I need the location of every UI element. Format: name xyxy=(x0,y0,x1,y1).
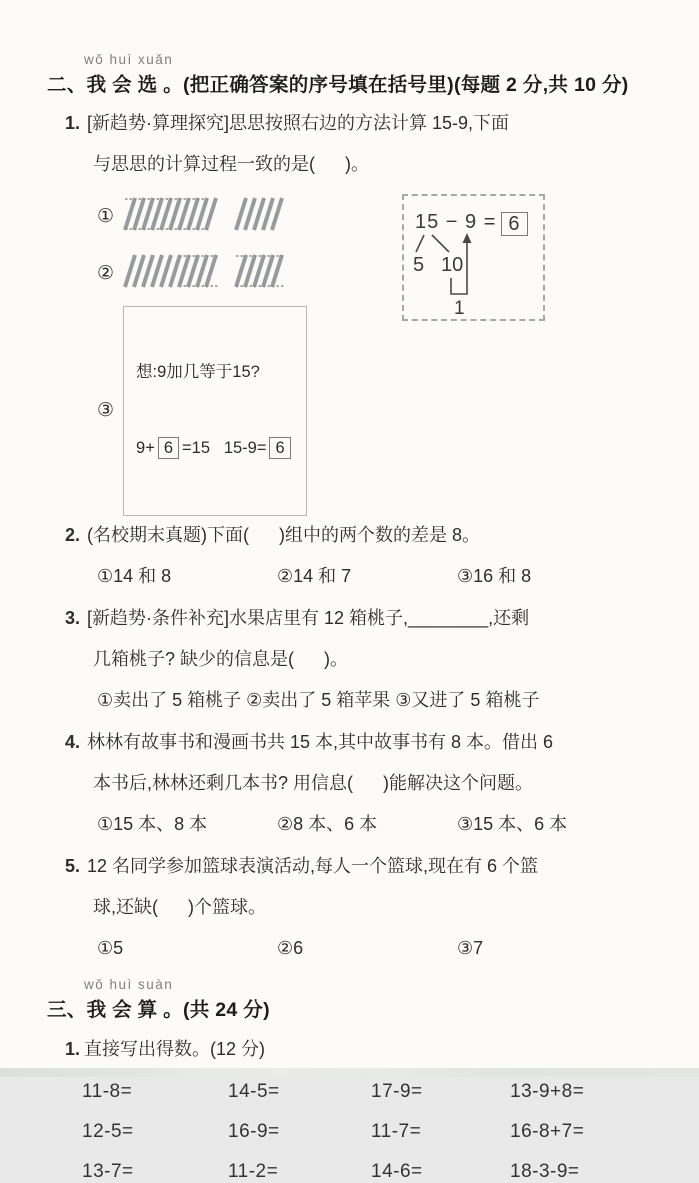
q5-text-line-1 xyxy=(65,853,673,879)
eq2-boxed-answer: 6 xyxy=(269,437,290,459)
calc-instruction-text: 直接写出得数。(12 分) xyxy=(84,1039,266,1059)
calc-problem: 14-5= xyxy=(228,1081,280,1102)
question-1 xyxy=(65,110,673,516)
q1-option-1-marker: ① xyxy=(97,206,115,227)
q5-options-row xyxy=(97,935,673,961)
method-box xyxy=(402,194,545,321)
q3-text-line-2: 几箱桃子? 缺少的信息是( )。 xyxy=(93,649,349,669)
q5-text-line-2: 球,还缺( )个篮球。 xyxy=(93,897,266,917)
q2-option-1: ①14 和 8 xyxy=(97,566,172,586)
calc-instruction xyxy=(65,1035,673,1061)
q5-option-2: ②6 xyxy=(277,938,304,958)
q2-option-3: ③16 和 8 xyxy=(457,566,532,586)
section-3-title: 三、我 会 算 。(共 24 分) xyxy=(47,999,270,1021)
q5-option-3: ③7 xyxy=(457,938,484,958)
calc-problem: 18-3-9= xyxy=(510,1161,580,1182)
q3-options-line: ①卖出了 5 箱桃子 ②卖出了 5 箱苹果 ③又进了 5 箱桃子 xyxy=(97,690,540,710)
section-2-heading xyxy=(47,52,673,97)
tally-sticks-diagram-1 xyxy=(123,194,302,241)
method-equation xyxy=(415,209,531,236)
calc-problem: 11-8= xyxy=(82,1081,133,1102)
calc-problem: 13-7= xyxy=(82,1161,134,1182)
calc-instruction-number: 1. xyxy=(65,1039,81,1059)
q4-option-3: ③15 本、6 本 xyxy=(457,814,568,834)
eq-gap xyxy=(210,439,224,457)
tally-sticks-diagram-2 xyxy=(123,251,302,298)
q2-option-2: ②14 和 7 xyxy=(277,566,352,586)
q2-number: 2. xyxy=(65,525,81,545)
think-box xyxy=(123,306,307,516)
calc-grid xyxy=(82,1081,673,1183)
q1-option-2 xyxy=(97,249,673,299)
calc-problem: 12-5= xyxy=(82,1121,134,1142)
q4-number: 4. xyxy=(65,732,81,752)
q5-line1-text: 12 名同学参加篮球表演活动,每人一个篮球,现在有 6 个篮 xyxy=(87,856,539,876)
q4-text-line-2: 本书后,林林还剩几本书? 用信息( )能解决这个问题。 xyxy=(93,773,534,793)
calc-problem: 17-9= xyxy=(371,1081,423,1102)
question-3 xyxy=(65,605,673,713)
eq1-prefix: 9+ xyxy=(136,439,155,457)
method-equation-text: 15 − 9 = xyxy=(415,211,497,233)
q4-line1-text: 林林有故事书和漫画书共 15 本,其中故事书有 8 本。借出 6 xyxy=(87,732,554,752)
eq1-suffix: =15 xyxy=(182,439,211,457)
q5-number: 5. xyxy=(65,856,81,876)
q1-option-3-marker: ③ xyxy=(97,400,115,421)
q1-option-3 xyxy=(97,306,673,516)
split-part-left: 5 xyxy=(413,254,425,276)
q2-line1-text: (名校期末真题)下面( )组中的两个数的差是 8。 xyxy=(87,525,481,545)
q4-option-1: ①15 本、8 本 xyxy=(97,814,208,834)
q2-text-line-1 xyxy=(65,522,673,548)
intermediate-step: 1 xyxy=(454,298,465,319)
question-2 xyxy=(65,522,673,589)
q5-option-1: ①5 xyxy=(97,938,124,958)
q1-option-2-marker: ② xyxy=(97,263,115,284)
q4-option-2: ②8 本、6 本 xyxy=(277,814,378,834)
q1-text-line-1 xyxy=(65,110,673,136)
q1-text-line-2: 与思思的计算过程一致的是( )。 xyxy=(93,154,369,174)
eq2-prefix: 15-9= xyxy=(223,439,267,457)
eq1-boxed-answer: 6 xyxy=(158,437,179,459)
q3-number: 3. xyxy=(65,608,81,628)
method-boxed-result: 6 xyxy=(501,212,527,236)
q2-options-row xyxy=(97,563,673,589)
section-2-title: 二、我 会 选 。(把正确答案的序号填在括号里)(每题 2 分,共 10 分) xyxy=(47,74,629,96)
calc-problem: 11-7= xyxy=(371,1121,422,1142)
question-4 xyxy=(65,729,673,837)
q3-text-line-1 xyxy=(65,605,673,631)
calc-problem: 13-9+8= xyxy=(510,1081,585,1102)
q1-answer-choices xyxy=(97,192,673,516)
q3-line1-text: [新趋势·条件补充]水果店里有 12 箱桃子,________,还剩 xyxy=(87,608,530,628)
q1-line1-text: [新趋势·算理探究]思思按照右边的方法计算 15-9,下面 xyxy=(87,113,510,133)
q4-options-row xyxy=(97,811,673,837)
q1-option-1 xyxy=(97,192,673,242)
section-3-pinyin: wǒ huì suàn xyxy=(84,977,174,992)
think-box-line-2 xyxy=(136,437,294,460)
section-3-heading xyxy=(47,977,673,1022)
q1-number: 1. xyxy=(65,113,81,133)
split-part-right: 10 xyxy=(441,254,464,276)
calc-problem: 11-2= xyxy=(228,1161,279,1182)
think-box-line-1: 想:9加几等于15? xyxy=(136,363,260,381)
calc-problem: 16-9= xyxy=(228,1121,280,1142)
q4-text-line-1 xyxy=(65,729,673,755)
calc-problem: 14-6= xyxy=(371,1161,423,1182)
question-5 xyxy=(65,853,673,961)
calc-problem: 16-8+7= xyxy=(510,1121,585,1142)
section-2-pinyin: wǒ huì xuǎn xyxy=(84,52,174,67)
